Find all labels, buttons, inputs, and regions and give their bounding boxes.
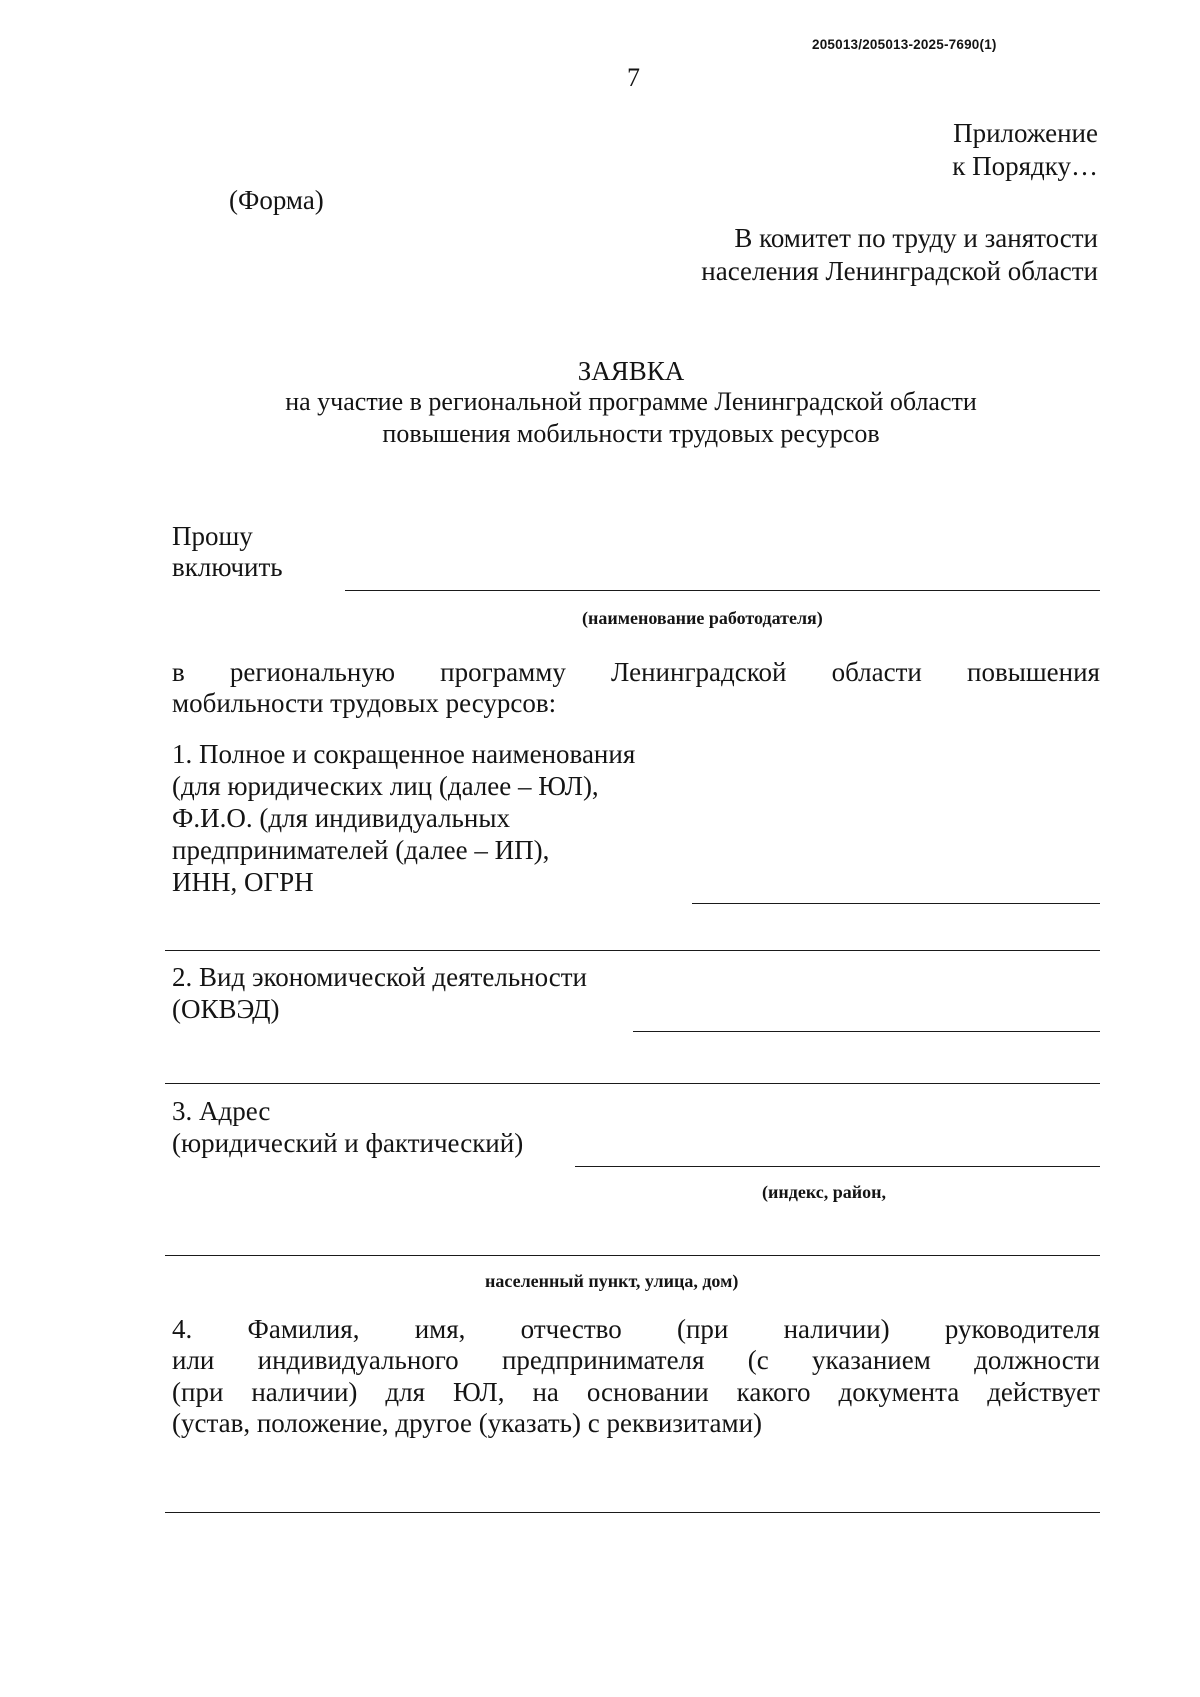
- item1-line-5: ИНН, ОГРН: [172, 867, 314, 897]
- addressee-line-2: населения Ленинградской области: [701, 256, 1098, 286]
- item3-line-1: 3. Адрес: [172, 1096, 271, 1126]
- item3-line-2: (юридический и фактический): [172, 1128, 524, 1158]
- document-id: 205013/205013-2025-7690(1): [812, 37, 997, 52]
- item4-line-4: (устав, положение, другое (указать) с реквизитами): [172, 1408, 763, 1438]
- item4-word: на: [532, 1377, 559, 1407]
- item2-field-line-1[interactable]: [633, 1031, 1100, 1032]
- item1-field-line-2[interactable]: [165, 950, 1100, 951]
- page-number: 7: [627, 63, 640, 92]
- item2-line-1: 2. Вид экономической деятельности: [172, 962, 587, 992]
- item1-line-2: (для юридических лиц (далее – ЮЛ),: [172, 771, 599, 801]
- item4-line-2: [172, 1344, 1100, 1376]
- item4-word: (с: [747, 1345, 769, 1375]
- program-line-2: мобильности трудовых ресурсов:: [172, 688, 557, 718]
- item4-word: предпринимателя: [501, 1345, 705, 1375]
- item1-line-1: 1. Полное и сокращенное наименования: [172, 739, 636, 769]
- item4-word: основании: [586, 1377, 709, 1407]
- program-word: области: [831, 657, 922, 687]
- request-line-2: включить: [172, 552, 283, 582]
- item4-word: индивидуального: [257, 1345, 459, 1375]
- program-line-1: [172, 656, 1100, 688]
- manager-field-line[interactable]: [165, 1512, 1100, 1513]
- address-caption-1: (индекс, район,: [762, 1182, 886, 1202]
- title-main: ЗАЯВКА: [577, 356, 685, 386]
- item4-word: ЮЛ,: [453, 1377, 505, 1407]
- item4-word: имя,: [414, 1314, 466, 1344]
- item4-word: (при: [676, 1314, 729, 1344]
- program-word: повышения: [967, 657, 1100, 687]
- item4-word: Фамилия,: [247, 1314, 360, 1344]
- address-field-line-1[interactable]: [575, 1166, 1100, 1167]
- program-word: Ленинградской: [611, 657, 787, 687]
- title-sub-1: на участие в региональной программе Ленинградской области: [285, 387, 977, 416]
- appendix-line-1: Приложение: [953, 118, 1098, 148]
- item2-line-2: (ОКВЭД): [172, 994, 280, 1024]
- employer-name-field[interactable]: [345, 590, 1100, 591]
- item4-word: или: [172, 1345, 215, 1375]
- program-word: региональную: [229, 657, 395, 687]
- item4-word: должности: [974, 1345, 1100, 1375]
- item4-word: для: [385, 1377, 426, 1407]
- item4-word: наличии): [783, 1314, 890, 1344]
- form-label: (Форма): [229, 185, 324, 215]
- item1-line-3: Ф.И.О. (для индивидуальных: [172, 803, 510, 833]
- item4-word: 4.: [172, 1314, 193, 1344]
- program-word: в: [172, 657, 185, 687]
- title-sub-2: повышения мобильности трудовых ресурсов: [382, 419, 880, 448]
- address-field-line-2[interactable]: [165, 1255, 1100, 1256]
- item4-word: наличии): [251, 1377, 358, 1407]
- item4-word: руководителя: [944, 1314, 1100, 1344]
- item2-field-line-2[interactable]: [165, 1083, 1100, 1084]
- item4-word: (при: [172, 1377, 224, 1407]
- program-word: программу: [440, 657, 566, 687]
- item4-word: отчество: [520, 1314, 622, 1344]
- addressee-line-1: В комитет по труду и занятости: [734, 223, 1098, 253]
- request-line-1: Прошу: [172, 521, 253, 551]
- address-caption-2: населенный пункт, улица, дом): [485, 1271, 739, 1291]
- item4-word: действует: [987, 1377, 1100, 1407]
- item1-line-4: предпринимателей (далее – ИП),: [172, 835, 550, 865]
- item4-line-1: [172, 1313, 1100, 1345]
- item4-line-3: [172, 1376, 1100, 1408]
- appendix-line-2: к Порядку…: [952, 151, 1098, 181]
- item4-word: указанием: [812, 1345, 931, 1375]
- item4-word: документа: [838, 1377, 960, 1407]
- employer-name-caption: (наименование работодателя): [582, 608, 823, 628]
- item4-word: какого: [736, 1377, 811, 1407]
- item1-field-line-1[interactable]: [692, 903, 1100, 904]
